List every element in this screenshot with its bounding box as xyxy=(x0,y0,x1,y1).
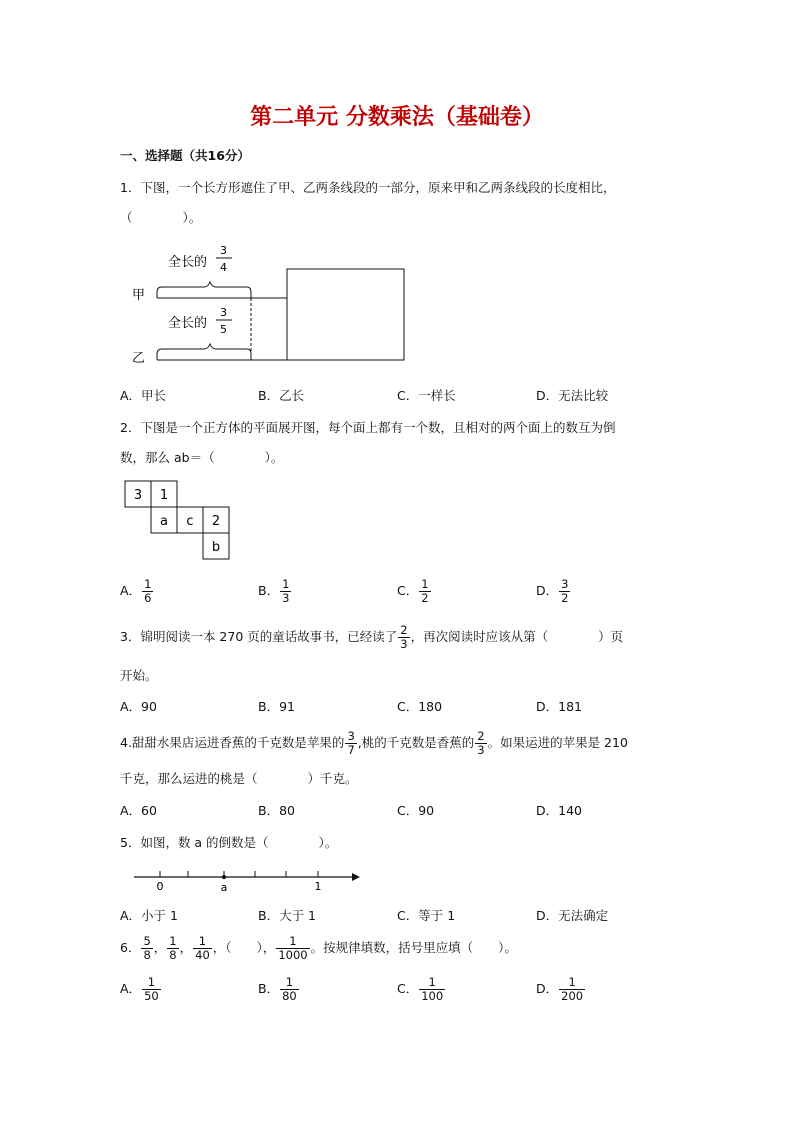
q2-option-b xyxy=(258,578,292,605)
numerator: 1 xyxy=(428,975,436,989)
section-heading: 一、选择题（共16分） xyxy=(120,148,250,163)
denominator: 200 xyxy=(561,989,584,1004)
option-label: D． xyxy=(536,583,559,599)
fraction xyxy=(419,976,445,1003)
net-value: b xyxy=(211,540,221,555)
q4-option-a: A．60 xyxy=(120,803,157,818)
q3-option-d: D．181 xyxy=(536,699,582,714)
option-label: B． xyxy=(258,583,280,599)
numerator: 1 xyxy=(144,577,152,591)
fraction xyxy=(142,976,161,1003)
q5-text-line1: 5．如图，数 a 的倒数是（ ）。 xyxy=(120,835,338,850)
option-label: A． xyxy=(120,981,142,997)
q1-option-a: A．甲长 xyxy=(120,388,167,403)
denominator: 50 xyxy=(144,989,159,1004)
q6-suffix: 。按规律填数，括号里应填（ ）。 xyxy=(310,940,517,956)
q6-option-a xyxy=(120,976,162,1003)
numerator: 1 xyxy=(421,577,429,591)
numerator: 1 xyxy=(282,577,290,591)
denominator: 2 xyxy=(561,591,569,606)
q4-text-line1 xyxy=(120,730,628,757)
denominator: 3 xyxy=(400,637,408,652)
net-value: 1 xyxy=(159,488,169,503)
page-title: 第二单元 分数乘法（基础卷） xyxy=(250,104,544,130)
q6-option-d xyxy=(536,976,586,1003)
q5-option-c: C．等于 1 xyxy=(397,908,456,923)
q6-text-line1 xyxy=(120,935,517,962)
q4-text-b: ,桃的千克数是香蕉的 xyxy=(357,735,475,751)
fraction xyxy=(280,976,299,1003)
brace-a-den: 4 xyxy=(220,261,227,274)
q2-option-d xyxy=(536,578,571,605)
option-label: C． xyxy=(397,981,419,997)
q6-option-b xyxy=(258,976,300,1003)
point-a-marker xyxy=(222,875,226,879)
net-value: c xyxy=(186,514,194,529)
numerator: 3 xyxy=(347,729,355,743)
numerator: 1 xyxy=(147,975,156,989)
fraction xyxy=(345,730,356,757)
numerator: 1 xyxy=(169,934,177,948)
separator: ， xyxy=(212,940,226,956)
numerator: 1 xyxy=(568,975,576,989)
numerator: 1 xyxy=(289,934,297,948)
fraction xyxy=(276,935,309,962)
q4-option-c: C．90 xyxy=(397,803,435,818)
fraction xyxy=(193,935,212,962)
brace-a-num: 3 xyxy=(220,244,227,257)
numerator: 3 xyxy=(561,577,569,591)
q3-text-line1 xyxy=(120,624,623,651)
label-a: a xyxy=(220,881,228,894)
denominator: 1000 xyxy=(278,948,308,963)
numerator: 2 xyxy=(477,729,485,743)
q1-option-d: D．无法比较 xyxy=(536,388,609,403)
fraction xyxy=(280,578,291,605)
q2-text-line1: 2．下图是一个正方体的平面展开图，每个面上都有一个数，且相对的两个面上的数互为倒 xyxy=(120,420,616,435)
option-label: C． xyxy=(397,583,419,599)
label-yi: 乙 xyxy=(132,351,146,366)
denominator: 6 xyxy=(144,591,152,606)
net-value: a xyxy=(160,514,168,529)
q1-option-b: B．乙长 xyxy=(258,388,305,403)
denominator: 7 xyxy=(347,743,355,758)
q3-option-c: C．180 xyxy=(397,699,443,714)
denominator: 100 xyxy=(421,989,444,1004)
label-zero: 0 xyxy=(156,880,164,893)
numerator: 5 xyxy=(143,934,151,948)
fraction xyxy=(141,935,152,962)
fraction xyxy=(167,935,178,962)
separator: ， xyxy=(153,940,167,956)
q3-option-a: A．90 xyxy=(120,699,157,714)
q1-option-c: C．一样长 xyxy=(397,388,456,403)
denominator: 8 xyxy=(143,948,151,963)
q1-text-line2: （ ）。 xyxy=(120,210,202,225)
number-line-arrow xyxy=(352,873,360,881)
q2-text-line2: 数，那么 ab＝（ ）。 xyxy=(120,450,284,465)
q3-text-b: ，再次阅读时应该从第（ ）页 xyxy=(410,629,624,645)
q5-option-d: D．无法确定 xyxy=(536,908,609,923)
denominator: 8 xyxy=(169,948,177,963)
numerator: 1 xyxy=(198,934,207,948)
brace-b-num: 3 xyxy=(220,306,227,319)
q4-text-line2: 千克，那么运进的桃是（ ）千克。 xyxy=(120,771,358,786)
denominator: 80 xyxy=(282,989,297,1004)
label-jia: 甲 xyxy=(132,288,146,303)
label-one: 1 xyxy=(314,880,322,893)
q4-text-c: 。如果运进的苹果是 210 xyxy=(487,735,628,751)
covering-rectangle xyxy=(287,269,404,360)
fraction xyxy=(559,976,585,1003)
denominator: 40 xyxy=(195,948,210,963)
brace-a xyxy=(157,282,251,298)
denominator: 3 xyxy=(477,743,485,758)
fraction xyxy=(142,578,153,605)
numerator: 2 xyxy=(400,623,408,637)
brace-b-label: 全长的 xyxy=(168,316,208,331)
q4-text-a: 4.甜甜水果店运进香蕉的千克数是苹果的 xyxy=(120,735,345,751)
fraction xyxy=(559,578,570,605)
option-label: B． xyxy=(258,981,280,997)
brace-a-label: 全长的 xyxy=(168,255,208,270)
denominator: 2 xyxy=(421,591,429,606)
separator: ， xyxy=(179,940,193,956)
option-label: A． xyxy=(120,583,142,599)
numerator: 1 xyxy=(285,975,294,989)
q3-text-line2: 开始。 xyxy=(120,668,158,683)
option-label: D． xyxy=(536,981,559,997)
net-value: 2 xyxy=(211,514,221,529)
q1-text-line1: 1．下图，一个长方形遮住了甲、乙两条线段的一部分，原来甲和乙两条线段的长度相比， xyxy=(120,180,616,195)
q6-prefix: 6． xyxy=(120,940,141,956)
q1-figure xyxy=(120,238,420,373)
number-line xyxy=(130,862,365,894)
cube-net xyxy=(124,480,234,562)
q5-option-a: A．小于 1 xyxy=(120,908,178,923)
q2-option-a xyxy=(120,578,154,605)
brace-b-den: 5 xyxy=(220,323,227,336)
brace-b xyxy=(157,344,251,360)
q6-blank: （ ） xyxy=(225,940,263,956)
q3-option-b: B．91 xyxy=(258,699,295,714)
separator: ， xyxy=(262,940,276,956)
q4-option-d: D．140 xyxy=(536,803,582,818)
q6-option-c xyxy=(397,976,446,1003)
fraction xyxy=(475,730,486,757)
fraction xyxy=(398,624,409,651)
q2-option-c xyxy=(397,578,432,605)
net-value: 3 xyxy=(133,488,143,503)
denominator: 3 xyxy=(282,591,290,606)
q4-option-b: B．80 xyxy=(258,803,295,818)
fraction xyxy=(419,578,430,605)
q3-text-a: 3．锦明阅读一本 270 页的童话故事书，已经读了 xyxy=(120,629,398,645)
q5-option-b: B．大于 1 xyxy=(258,908,317,923)
